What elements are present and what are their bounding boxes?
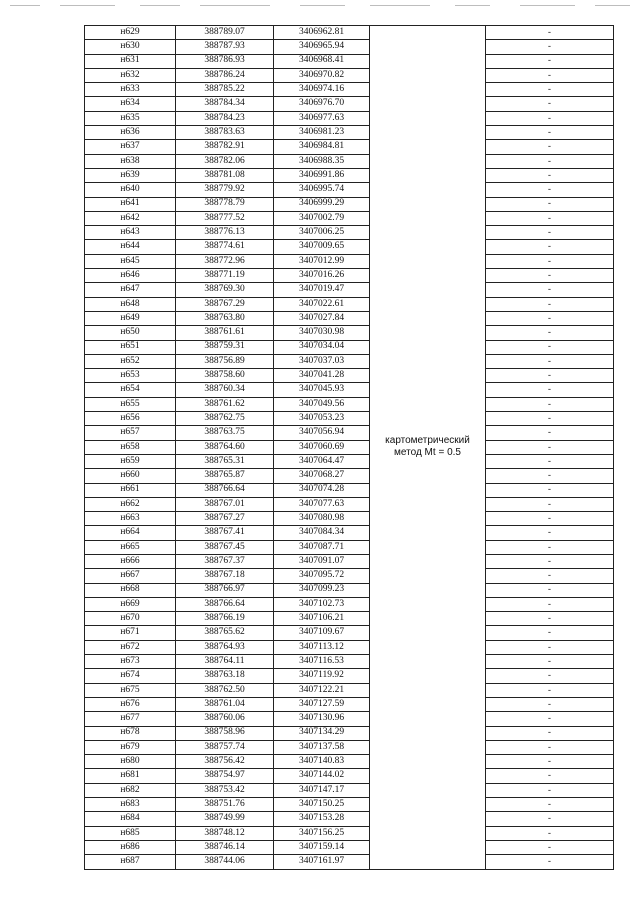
x-coordinate-cell: 388766.64	[176, 483, 274, 497]
x-coordinate-cell: 388765.87	[176, 469, 274, 483]
x-coordinate-cell: 388762.75	[176, 412, 274, 426]
table-row	[85, 640, 614, 654]
accuracy-cell: -	[486, 326, 614, 340]
point-id-cell: н670	[85, 612, 176, 626]
y-coordinate-cell: 3407002.79	[274, 211, 370, 225]
x-coordinate-cell: 388763.80	[176, 311, 274, 325]
x-coordinate-cell: 388764.11	[176, 655, 274, 669]
y-coordinate-cell: 3407080.98	[274, 512, 370, 526]
point-id-cell: н673	[85, 655, 176, 669]
point-id-cell: н660	[85, 469, 176, 483]
table-row	[85, 154, 614, 168]
y-coordinate-cell: 3407109.67	[274, 626, 370, 640]
point-id-cell: н650	[85, 326, 176, 340]
table-row	[85, 540, 614, 554]
x-coordinate-cell: 388772.96	[176, 254, 274, 268]
table-row	[85, 840, 614, 854]
x-coordinate-cell: 388776.13	[176, 226, 274, 240]
point-id-cell: н664	[85, 526, 176, 540]
accuracy-cell: -	[486, 197, 614, 211]
accuracy-cell: -	[486, 412, 614, 426]
accuracy-cell: -	[486, 554, 614, 568]
y-coordinate-cell: 3407122.21	[274, 683, 370, 697]
y-coordinate-cell: 3407116.53	[274, 655, 370, 669]
accuracy-cell: -	[486, 597, 614, 611]
point-id-cell: н630	[85, 40, 176, 54]
table-row	[85, 340, 614, 354]
x-coordinate-cell: 388754.97	[176, 769, 274, 783]
table-row	[85, 755, 614, 769]
point-id-cell: н662	[85, 497, 176, 511]
y-coordinate-cell: 3407134.29	[274, 726, 370, 740]
table-row	[85, 369, 614, 383]
table-row	[85, 197, 614, 211]
table-row	[85, 612, 614, 626]
accuracy-cell: -	[486, 383, 614, 397]
point-id-cell: н669	[85, 597, 176, 611]
y-coordinate-cell: 3406984.81	[274, 140, 370, 154]
accuracy-cell: -	[486, 140, 614, 154]
table-row	[85, 97, 614, 111]
point-id-cell: н638	[85, 154, 176, 168]
y-coordinate-cell: 3406977.63	[274, 111, 370, 125]
accuracy-cell: -	[486, 397, 614, 411]
accuracy-cell: -	[486, 783, 614, 797]
table-row	[85, 526, 614, 540]
table-row	[85, 798, 614, 812]
point-id-cell: н679	[85, 740, 176, 754]
x-coordinate-cell: 388756.42	[176, 755, 274, 769]
accuracy-cell: -	[486, 454, 614, 468]
table-row	[85, 226, 614, 240]
table-row	[85, 254, 614, 268]
x-coordinate-cell: 388767.37	[176, 554, 274, 568]
x-coordinate-cell: 388771.19	[176, 269, 274, 283]
accuracy-cell: -	[486, 769, 614, 783]
x-coordinate-cell: 388765.31	[176, 454, 274, 468]
accuracy-cell: -	[486, 483, 614, 497]
x-coordinate-cell: 388777.52	[176, 211, 274, 225]
accuracy-cell: -	[486, 211, 614, 225]
point-id-cell: н652	[85, 354, 176, 368]
y-coordinate-cell: 3407137.58	[274, 740, 370, 754]
accuracy-cell: -	[486, 97, 614, 111]
accuracy-cell: -	[486, 697, 614, 711]
table-row	[85, 626, 614, 640]
x-coordinate-cell: 388767.45	[176, 540, 274, 554]
x-coordinate-cell: 388783.63	[176, 126, 274, 140]
y-coordinate-cell: 3406999.29	[274, 197, 370, 211]
accuracy-cell: -	[486, 726, 614, 740]
accuracy-cell: -	[486, 855, 614, 869]
table-row	[85, 469, 614, 483]
y-coordinate-cell: 3407074.28	[274, 483, 370, 497]
y-coordinate-cell: 3407084.34	[274, 526, 370, 540]
accuracy-cell: -	[486, 712, 614, 726]
y-coordinate-cell: 3407037.03	[274, 354, 370, 368]
table-row	[85, 740, 614, 754]
y-coordinate-cell: 3407113.12	[274, 640, 370, 654]
x-coordinate-cell: 388789.07	[176, 26, 274, 40]
point-id-cell: н667	[85, 569, 176, 583]
x-coordinate-cell: 388767.27	[176, 512, 274, 526]
accuracy-cell: -	[486, 83, 614, 97]
point-id-cell: н666	[85, 554, 176, 568]
accuracy-cell: -	[486, 40, 614, 54]
accuracy-cell: -	[486, 283, 614, 297]
y-coordinate-cell: 3407053.23	[274, 412, 370, 426]
y-coordinate-cell: 3407027.84	[274, 311, 370, 325]
accuracy-cell: -	[486, 683, 614, 697]
point-id-cell: н672	[85, 640, 176, 654]
accuracy-cell: -	[486, 755, 614, 769]
point-id-cell: н645	[85, 254, 176, 268]
y-coordinate-cell: 3407012.99	[274, 254, 370, 268]
table-row	[85, 669, 614, 683]
accuracy-cell: -	[486, 640, 614, 654]
table-row	[85, 354, 614, 368]
table-row	[85, 712, 614, 726]
accuracy-cell: -	[486, 254, 614, 268]
y-coordinate-cell: 3407106.21	[274, 612, 370, 626]
accuracy-cell: -	[486, 512, 614, 526]
point-id-cell: н629	[85, 26, 176, 40]
x-coordinate-cell: 388781.08	[176, 168, 274, 182]
accuracy-cell: -	[486, 826, 614, 840]
accuracy-cell: -	[486, 269, 614, 283]
table-row	[85, 83, 614, 97]
table-row	[85, 512, 614, 526]
point-id-cell: н665	[85, 540, 176, 554]
table-row	[85, 68, 614, 82]
y-coordinate-cell: 3407022.61	[274, 297, 370, 311]
table-row	[85, 769, 614, 783]
accuracy-cell: -	[486, 154, 614, 168]
table-row	[85, 426, 614, 440]
x-coordinate-cell: 388763.75	[176, 426, 274, 440]
table-row	[85, 569, 614, 583]
point-id-cell: н686	[85, 840, 176, 854]
accuracy-cell: -	[486, 540, 614, 554]
y-coordinate-cell: 3407041.28	[274, 369, 370, 383]
y-coordinate-cell: 3407060.69	[274, 440, 370, 454]
accuracy-cell: -	[486, 583, 614, 597]
accuracy-cell: -	[486, 569, 614, 583]
x-coordinate-cell: 388759.31	[176, 340, 274, 354]
point-id-cell: н651	[85, 340, 176, 354]
x-coordinate-cell: 388766.97	[176, 583, 274, 597]
table-row	[85, 454, 614, 468]
accuracy-cell: -	[486, 183, 614, 197]
table-row	[85, 597, 614, 611]
accuracy-cell: -	[486, 369, 614, 383]
y-coordinate-cell: 3407153.28	[274, 812, 370, 826]
y-coordinate-cell: 3406988.35	[274, 154, 370, 168]
table-row	[85, 140, 614, 154]
point-id-cell: н647	[85, 283, 176, 297]
point-id-cell: н678	[85, 726, 176, 740]
point-id-cell: н677	[85, 712, 176, 726]
x-coordinate-cell: 388782.91	[176, 140, 274, 154]
x-coordinate-cell: 388765.62	[176, 626, 274, 640]
x-coordinate-cell: 388782.06	[176, 154, 274, 168]
x-coordinate-cell: 388757.74	[176, 740, 274, 754]
table-row	[85, 826, 614, 840]
accuracy-cell: -	[486, 354, 614, 368]
x-coordinate-cell: 388760.06	[176, 712, 274, 726]
point-id-cell: н674	[85, 669, 176, 683]
x-coordinate-cell: 388786.24	[176, 68, 274, 82]
table-row	[85, 583, 614, 597]
y-coordinate-cell: 3407159.14	[274, 840, 370, 854]
x-coordinate-cell: 388786.93	[176, 54, 274, 68]
y-coordinate-cell: 3407161.97	[274, 855, 370, 869]
point-id-cell: н634	[85, 97, 176, 111]
x-coordinate-cell: 388758.60	[176, 369, 274, 383]
coordinates-table	[84, 25, 614, 870]
accuracy-cell: -	[486, 340, 614, 354]
x-coordinate-cell: 388764.93	[176, 640, 274, 654]
table-row	[85, 397, 614, 411]
y-coordinate-cell: 3407077.63	[274, 497, 370, 511]
accuracy-cell: -	[486, 740, 614, 754]
accuracy-cell: -	[486, 840, 614, 854]
point-id-cell: н676	[85, 697, 176, 711]
y-coordinate-cell: 3407144.02	[274, 769, 370, 783]
y-coordinate-cell: 3407068.27	[274, 469, 370, 483]
y-coordinate-cell: 3407009.65	[274, 240, 370, 254]
y-coordinate-cell: 3407087.71	[274, 540, 370, 554]
accuracy-cell: -	[486, 655, 614, 669]
table-row	[85, 812, 614, 826]
point-id-cell: н684	[85, 812, 176, 826]
accuracy-cell: -	[486, 612, 614, 626]
x-coordinate-cell: 388753.42	[176, 783, 274, 797]
accuracy-cell: -	[486, 297, 614, 311]
point-id-cell: н680	[85, 755, 176, 769]
table-row	[85, 269, 614, 283]
table-row	[85, 783, 614, 797]
accuracy-cell: -	[486, 526, 614, 540]
x-coordinate-cell: 388787.93	[176, 40, 274, 54]
accuracy-cell: -	[486, 126, 614, 140]
point-id-cell: н646	[85, 269, 176, 283]
method-cell: картометрический метод Mt = 0.5	[370, 26, 486, 870]
point-id-cell: н656	[85, 412, 176, 426]
point-id-cell: н636	[85, 126, 176, 140]
accuracy-cell: -	[486, 469, 614, 483]
table-row	[85, 54, 614, 68]
y-coordinate-cell: 3407140.83	[274, 755, 370, 769]
point-id-cell: н654	[85, 383, 176, 397]
accuracy-cell: -	[486, 240, 614, 254]
point-id-cell: н655	[85, 397, 176, 411]
x-coordinate-cell: 388778.79	[176, 197, 274, 211]
table-row	[85, 383, 614, 397]
y-coordinate-cell: 3407095.72	[274, 569, 370, 583]
point-id-cell: н663	[85, 512, 176, 526]
point-id-cell: н659	[85, 454, 176, 468]
x-coordinate-cell: 388767.01	[176, 497, 274, 511]
y-coordinate-cell: 3407102.73	[274, 597, 370, 611]
y-coordinate-cell: 3406995.74	[274, 183, 370, 197]
y-coordinate-cell: 3406981.23	[274, 126, 370, 140]
y-coordinate-cell: 3406974.16	[274, 83, 370, 97]
point-id-cell: н687	[85, 855, 176, 869]
x-coordinate-cell: 388774.61	[176, 240, 274, 254]
y-coordinate-cell: 3407019.47	[274, 283, 370, 297]
point-id-cell: н640	[85, 183, 176, 197]
table-row	[85, 440, 614, 454]
table-row	[85, 168, 614, 182]
accuracy-cell: -	[486, 798, 614, 812]
point-id-cell: н661	[85, 483, 176, 497]
x-coordinate-cell: 388744.06	[176, 855, 274, 869]
x-coordinate-cell: 388746.14	[176, 840, 274, 854]
x-coordinate-cell: 388761.04	[176, 697, 274, 711]
x-coordinate-cell: 388767.29	[176, 297, 274, 311]
x-coordinate-cell: 388766.64	[176, 597, 274, 611]
point-id-cell: н644	[85, 240, 176, 254]
point-id-cell: н648	[85, 297, 176, 311]
x-coordinate-cell: 388785.22	[176, 83, 274, 97]
point-id-cell: н642	[85, 211, 176, 225]
table-row	[85, 855, 614, 869]
y-coordinate-cell: 3406965.94	[274, 40, 370, 54]
table-row	[85, 311, 614, 325]
x-coordinate-cell: 388751.76	[176, 798, 274, 812]
accuracy-cell: -	[486, 54, 614, 68]
table-row	[85, 240, 614, 254]
x-coordinate-cell: 388784.23	[176, 111, 274, 125]
x-coordinate-cell: 388760.34	[176, 383, 274, 397]
x-coordinate-cell: 388763.18	[176, 669, 274, 683]
x-coordinate-cell: 388761.61	[176, 326, 274, 340]
x-coordinate-cell: 388749.99	[176, 812, 274, 826]
y-coordinate-cell: 3406991.86	[274, 168, 370, 182]
y-coordinate-cell: 3407049.56	[274, 397, 370, 411]
point-id-cell: н671	[85, 626, 176, 640]
table-row	[85, 655, 614, 669]
y-coordinate-cell: 3406970.82	[274, 68, 370, 82]
table-row	[85, 26, 614, 40]
point-id-cell: н631	[85, 54, 176, 68]
y-coordinate-cell: 3407156.25	[274, 826, 370, 840]
point-id-cell: н632	[85, 68, 176, 82]
coordinates-table-body	[85, 26, 614, 870]
table-row	[85, 412, 614, 426]
accuracy-cell: -	[486, 812, 614, 826]
point-id-cell: н683	[85, 798, 176, 812]
table-row	[85, 211, 614, 225]
point-id-cell: н682	[85, 783, 176, 797]
x-coordinate-cell: 388766.19	[176, 612, 274, 626]
x-coordinate-cell: 388756.89	[176, 354, 274, 368]
y-coordinate-cell: 3406962.81	[274, 26, 370, 40]
table-row	[85, 40, 614, 54]
point-id-cell: н633	[85, 83, 176, 97]
accuracy-cell: -	[486, 497, 614, 511]
accuracy-cell: -	[486, 26, 614, 40]
point-id-cell: н685	[85, 826, 176, 840]
y-coordinate-cell: 3407130.96	[274, 712, 370, 726]
point-id-cell: н649	[85, 311, 176, 325]
x-coordinate-cell: 388762.50	[176, 683, 274, 697]
point-id-cell: н643	[85, 226, 176, 240]
y-coordinate-cell: 3407030.98	[274, 326, 370, 340]
accuracy-cell: -	[486, 226, 614, 240]
y-coordinate-cell: 3406968.41	[274, 54, 370, 68]
point-id-cell: н657	[85, 426, 176, 440]
cropped-header-strip	[0, 0, 640, 12]
table-row	[85, 126, 614, 140]
table-row	[85, 183, 614, 197]
point-id-cell: н637	[85, 140, 176, 154]
point-id-cell: н641	[85, 197, 176, 211]
x-coordinate-cell: 388767.18	[176, 569, 274, 583]
y-coordinate-cell: 3407091.07	[274, 554, 370, 568]
table-row	[85, 683, 614, 697]
x-coordinate-cell: 388767.41	[176, 526, 274, 540]
table-row	[85, 283, 614, 297]
table-row	[85, 554, 614, 568]
y-coordinate-cell: 3407147.17	[274, 783, 370, 797]
point-id-cell: н675	[85, 683, 176, 697]
table-row	[85, 326, 614, 340]
point-id-cell: н658	[85, 440, 176, 454]
y-coordinate-cell: 3407006.25	[274, 226, 370, 240]
point-id-cell: н681	[85, 769, 176, 783]
table-row	[85, 297, 614, 311]
table-row	[85, 497, 614, 511]
y-coordinate-cell: 3407016.26	[274, 269, 370, 283]
accuracy-cell: -	[486, 669, 614, 683]
table-row	[85, 483, 614, 497]
accuracy-cell: -	[486, 311, 614, 325]
y-coordinate-cell: 3406976.70	[274, 97, 370, 111]
accuracy-cell: -	[486, 626, 614, 640]
x-coordinate-cell: 388779.92	[176, 183, 274, 197]
accuracy-cell: -	[486, 440, 614, 454]
y-coordinate-cell: 3407056.94	[274, 426, 370, 440]
x-coordinate-cell: 388764.60	[176, 440, 274, 454]
table-row	[85, 726, 614, 740]
point-id-cell: н635	[85, 111, 176, 125]
y-coordinate-cell: 3407034.04	[274, 340, 370, 354]
accuracy-cell: -	[486, 111, 614, 125]
accuracy-cell: -	[486, 426, 614, 440]
point-id-cell: н639	[85, 168, 176, 182]
y-coordinate-cell: 3407127.59	[274, 697, 370, 711]
x-coordinate-cell: 388761.62	[176, 397, 274, 411]
table-row	[85, 111, 614, 125]
table-row	[85, 697, 614, 711]
y-coordinate-cell: 3407064.47	[274, 454, 370, 468]
accuracy-cell: -	[486, 168, 614, 182]
x-coordinate-cell: 388748.12	[176, 826, 274, 840]
y-coordinate-cell: 3407119.92	[274, 669, 370, 683]
x-coordinate-cell: 388758.96	[176, 726, 274, 740]
x-coordinate-cell: 388784.34	[176, 97, 274, 111]
y-coordinate-cell: 3407099.23	[274, 583, 370, 597]
y-coordinate-cell: 3407150.25	[274, 798, 370, 812]
accuracy-cell: -	[486, 68, 614, 82]
y-coordinate-cell: 3407045.93	[274, 383, 370, 397]
point-id-cell: н653	[85, 369, 176, 383]
point-id-cell: н668	[85, 583, 176, 597]
x-coordinate-cell: 388769.30	[176, 283, 274, 297]
